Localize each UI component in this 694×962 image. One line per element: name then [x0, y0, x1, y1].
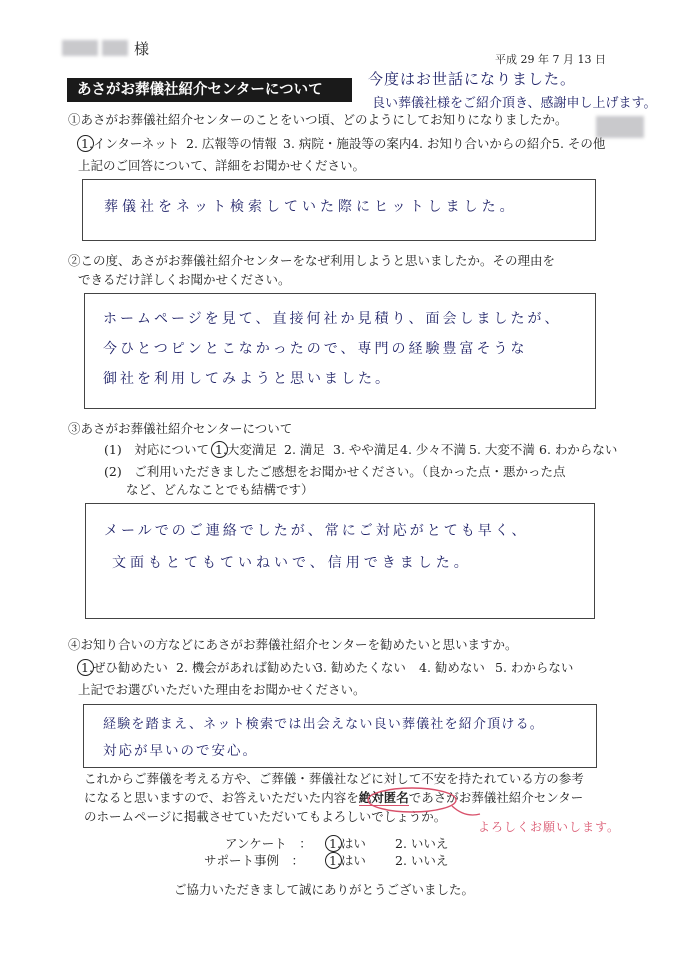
q4-answer-line1: 経験を踏まえ、ネット検索では出会えない良い葬儀社を紹介頂ける。: [103, 717, 544, 732]
survey-yes: 1.はい: [329, 836, 366, 851]
q4-option-3: 3. 勧めたくない: [315, 660, 406, 675]
consent-anonymous: 絶対匿名: [358, 790, 409, 805]
q3-option-3: 3. やや満足: [333, 442, 399, 457]
q4-option-2: 2. 機会があれば勧めたい: [176, 660, 317, 675]
support-case-yes: 1.はい: [329, 853, 366, 868]
red-annotation-stroke: [330, 784, 490, 820]
q1-answer: 葬儀社をネット検索していた際にヒットしました。: [104, 199, 518, 215]
q1-option-2: 2. 広報等の情報: [186, 136, 277, 151]
q2-answer-line3: 御社を利用してみようと思いました。: [103, 371, 392, 387]
support-case-label: サポート事例 ：: [204, 853, 305, 868]
survey-no: 2. いいえ: [395, 836, 449, 851]
q4-option-4: 4. 勧めない: [419, 660, 485, 675]
q2-answer-line1: ホームページを見て、直接何社か見積り、面会しましたが、: [103, 311, 562, 327]
title: あさがお葬儀社紹介センターについて: [77, 82, 323, 98]
handwritten-greeting-1: 今度はお世話になりました。: [368, 70, 577, 88]
q3-answer-line1: メールでのご連絡でしたが、常にご対応がとても早く、: [104, 523, 529, 539]
survey-label: アンケート ：: [225, 836, 312, 851]
recipient-suffix: 様: [134, 40, 150, 58]
q3-question: ③あさがお葬儀社紹介センターについて: [68, 421, 293, 436]
q1-question: ①あさがお葬儀社紹介センターのことをいつ頃、どのようにしてお知りになりましたか。: [68, 112, 568, 127]
consent-line2-a: になると思いますので、お答えいただいた内容を: [84, 790, 359, 805]
redacted-name-1: [62, 40, 98, 56]
redacted-signature: [596, 116, 644, 138]
q1-option-1: 1.インターネット: [81, 136, 180, 151]
redacted-name-2: [102, 40, 128, 56]
q3-option-1: 1.大変満足: [215, 442, 277, 457]
q4-answer-line2: 対応が早いので安心。: [103, 743, 258, 759]
q1-option-5: 5. その他: [552, 136, 606, 151]
q4-follow-up: 上記でお選びいただいた理由をお聞かせください。: [78, 682, 366, 697]
thanks-message: ご協力いただきまして誠にありがとうございました。: [174, 882, 475, 897]
handwritten-greeting-2: 良い葬儀社様をご紹介頂き、感謝申し上げます。: [372, 96, 657, 111]
q1-option-3: 3. 病院・施設等の案内: [283, 136, 412, 151]
date: 平成 29 年 7 月 13 日: [495, 53, 606, 66]
q1-option-4: 4. お知り合いからの紹介: [411, 136, 552, 151]
handwritten-note: よろしくお願いします。: [478, 820, 621, 834]
q3-option-4: 4. 少々不満: [400, 442, 466, 457]
q3-sub2-line2: など、どんなことでも結構です）: [126, 482, 314, 497]
q3-sub2-line1: (2) ご利用いただきましたご感想をお聞かせください。（良かった点・悪かった点: [104, 464, 566, 479]
q3-option-6: 6. わからない: [539, 442, 618, 457]
consent-line2-c: であさがお葬儀社紹介センター: [408, 790, 584, 805]
q3-sub1-label: (1) 対応について: [104, 442, 209, 457]
q4-option-1: 1.ぜひ勧めたい: [81, 660, 168, 675]
consent-line1: これからご葬儀を考える方や、ご葬儀・葬儀社などに対して不安を持たれている方の参考: [84, 771, 584, 786]
q3-option-5: 5. 大変不満: [469, 442, 535, 457]
q1-follow-up: 上記のご回答について、詳細をお聞かせください。: [78, 158, 366, 173]
q2-question-line2: できるだけ詳しくお聞かせください。: [78, 272, 291, 287]
consent-line3: のホームページに掲載させていただいてもよろしいでしょうか。: [84, 809, 447, 824]
support-case-no: 2. いいえ: [395, 853, 449, 868]
q3-option-2: 2. 満足: [284, 442, 325, 457]
q4-question: ④お知り合いの方などにあさがお葬儀社紹介センターを勧めたいと思いますか。: [68, 637, 518, 652]
q2-answer-line2: 今ひとつピンとこなかったので、専門の経験豊富そうな: [103, 341, 528, 357]
q2-question-line1: ②この度、あさがお葬儀社紹介センターをなぜ利用しようと思いましたか。その理由を: [68, 253, 556, 268]
q3-answer-line2: 文面もとてもていねいで、信用できました。: [112, 555, 472, 571]
q4-option-5: 5. わからない: [495, 660, 574, 675]
